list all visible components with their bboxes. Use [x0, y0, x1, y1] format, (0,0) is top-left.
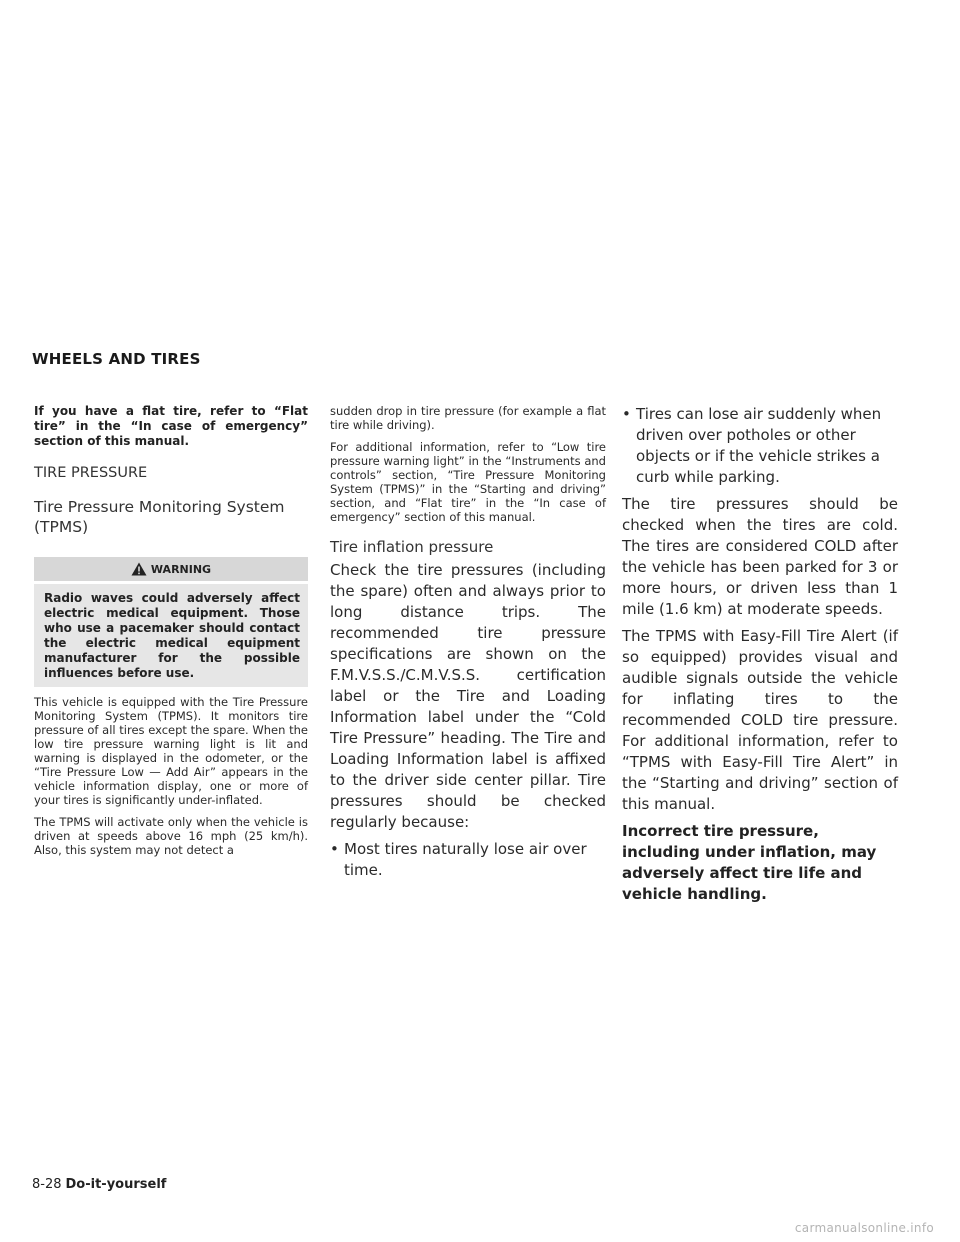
- bullet-dot: •: [622, 405, 631, 423]
- page-footer: [32, 1177, 166, 1192]
- page-number: 8-28: [32, 1177, 62, 1192]
- bullet-dot: •: [330, 840, 339, 858]
- warning-icon: [131, 562, 147, 576]
- additional-info: For additional information, refer to “Low tire pressure warning light” in the “Instruments and controls” section, “Tire Pressure Monitoring System (TPMS)” in the “Starting and driving” section, and “Flat tire” in the “In case of emergency” section of this manual.: [330, 440, 606, 524]
- heading-tire-pressure: TIRE PRESSURE: [34, 465, 148, 481]
- column-3: [622, 404, 898, 905]
- easy-fill-text: The TPMS with Easy-Fill Tire Alert (if so equipped) provides visual and audible signals outside the vehicle for inflating tires to the recommended COLD tire pressure. For additional information, refer to “TPMS with Easy-Fill Tire Alert” in the “Starting and driving” section of this manual.: [622, 627, 898, 813]
- incorrect-pressure-warning: Incorrect tire pressure, including under inflation, may adversely affect tire life and vehicle handling.: [622, 822, 877, 903]
- column-2: [330, 404, 606, 887]
- warning-header: [34, 557, 308, 581]
- list-item: [330, 839, 606, 881]
- bullet-text: Tires can lose air suddenly when driven over potholes or other objects or if the vehicle strikes a curb while parking.: [636, 405, 882, 486]
- tpms-activation-cont: sudden drop in tire pressure (for example a flat tire while driving).: [330, 404, 606, 432]
- warning-text: Radio waves could adversely affect electric medical equipment. Those who use a pacemaker should contact the electric medical equipment manufacturer for the possible influences before use.: [34, 584, 308, 687]
- check-pressure-text: Check the tire pressures (including the spare) often and always prior to long distance trips. The recommended tire pressure specifications are shown on the F.M.V.S.S./C.M.V.S.S. certification label or the Tire and Loading Information label under the “Cold Tire Pressure” heading. The Tire and Loading Information label is affixed to the driver side center pillar. Tire pressures should be checked regularly because:: [330, 561, 606, 831]
- tpms-description: This vehicle is equipped with the Tire Pressure Monitoring System (TPMS). It monitors tire pressure of all tires except the spare. When the low tire pressure warning light is lit and warning is displayed in the odometer, or the “Tire Pressure Low — Add Air” appears in the vehicle information display, one or more of your tires is significantly under-inflated.: [34, 695, 308, 807]
- warning-label: WARNING: [150, 562, 212, 576]
- tpms-activation: The TPMS will activate only when the vehicle is driven at speeds above 16 mph (25 km/h). Also, this system may not detect a: [34, 815, 308, 857]
- footer-section: Do-it-yourself: [65, 1177, 167, 1192]
- column-1: [34, 404, 308, 865]
- heading-tpms: Tire Pressure Monitoring System (TPMS): [34, 498, 285, 536]
- watermark-link[interactable]: carmanualsonline.info: [794, 1221, 934, 1235]
- flat-tire-note: If you have a flat tire, refer to “Flat tire” in the “In case of emergency” section of this manual.: [34, 404, 308, 448]
- section-title: WHEELS AND TIRES: [32, 350, 201, 368]
- list-item: [622, 404, 898, 488]
- cold-tire-text: The tire pressures should be checked when the tires are cold. The tires are considered COLD after the vehicle has been parked for 3 or more hours, or driven less than 1 mile (1.6 km) at moderate speeds.: [622, 495, 898, 618]
- heading-tire-inflation: Tire inflation pressure: [330, 538, 494, 556]
- bullet-text: Most tires naturally lose air over time.: [344, 840, 587, 879]
